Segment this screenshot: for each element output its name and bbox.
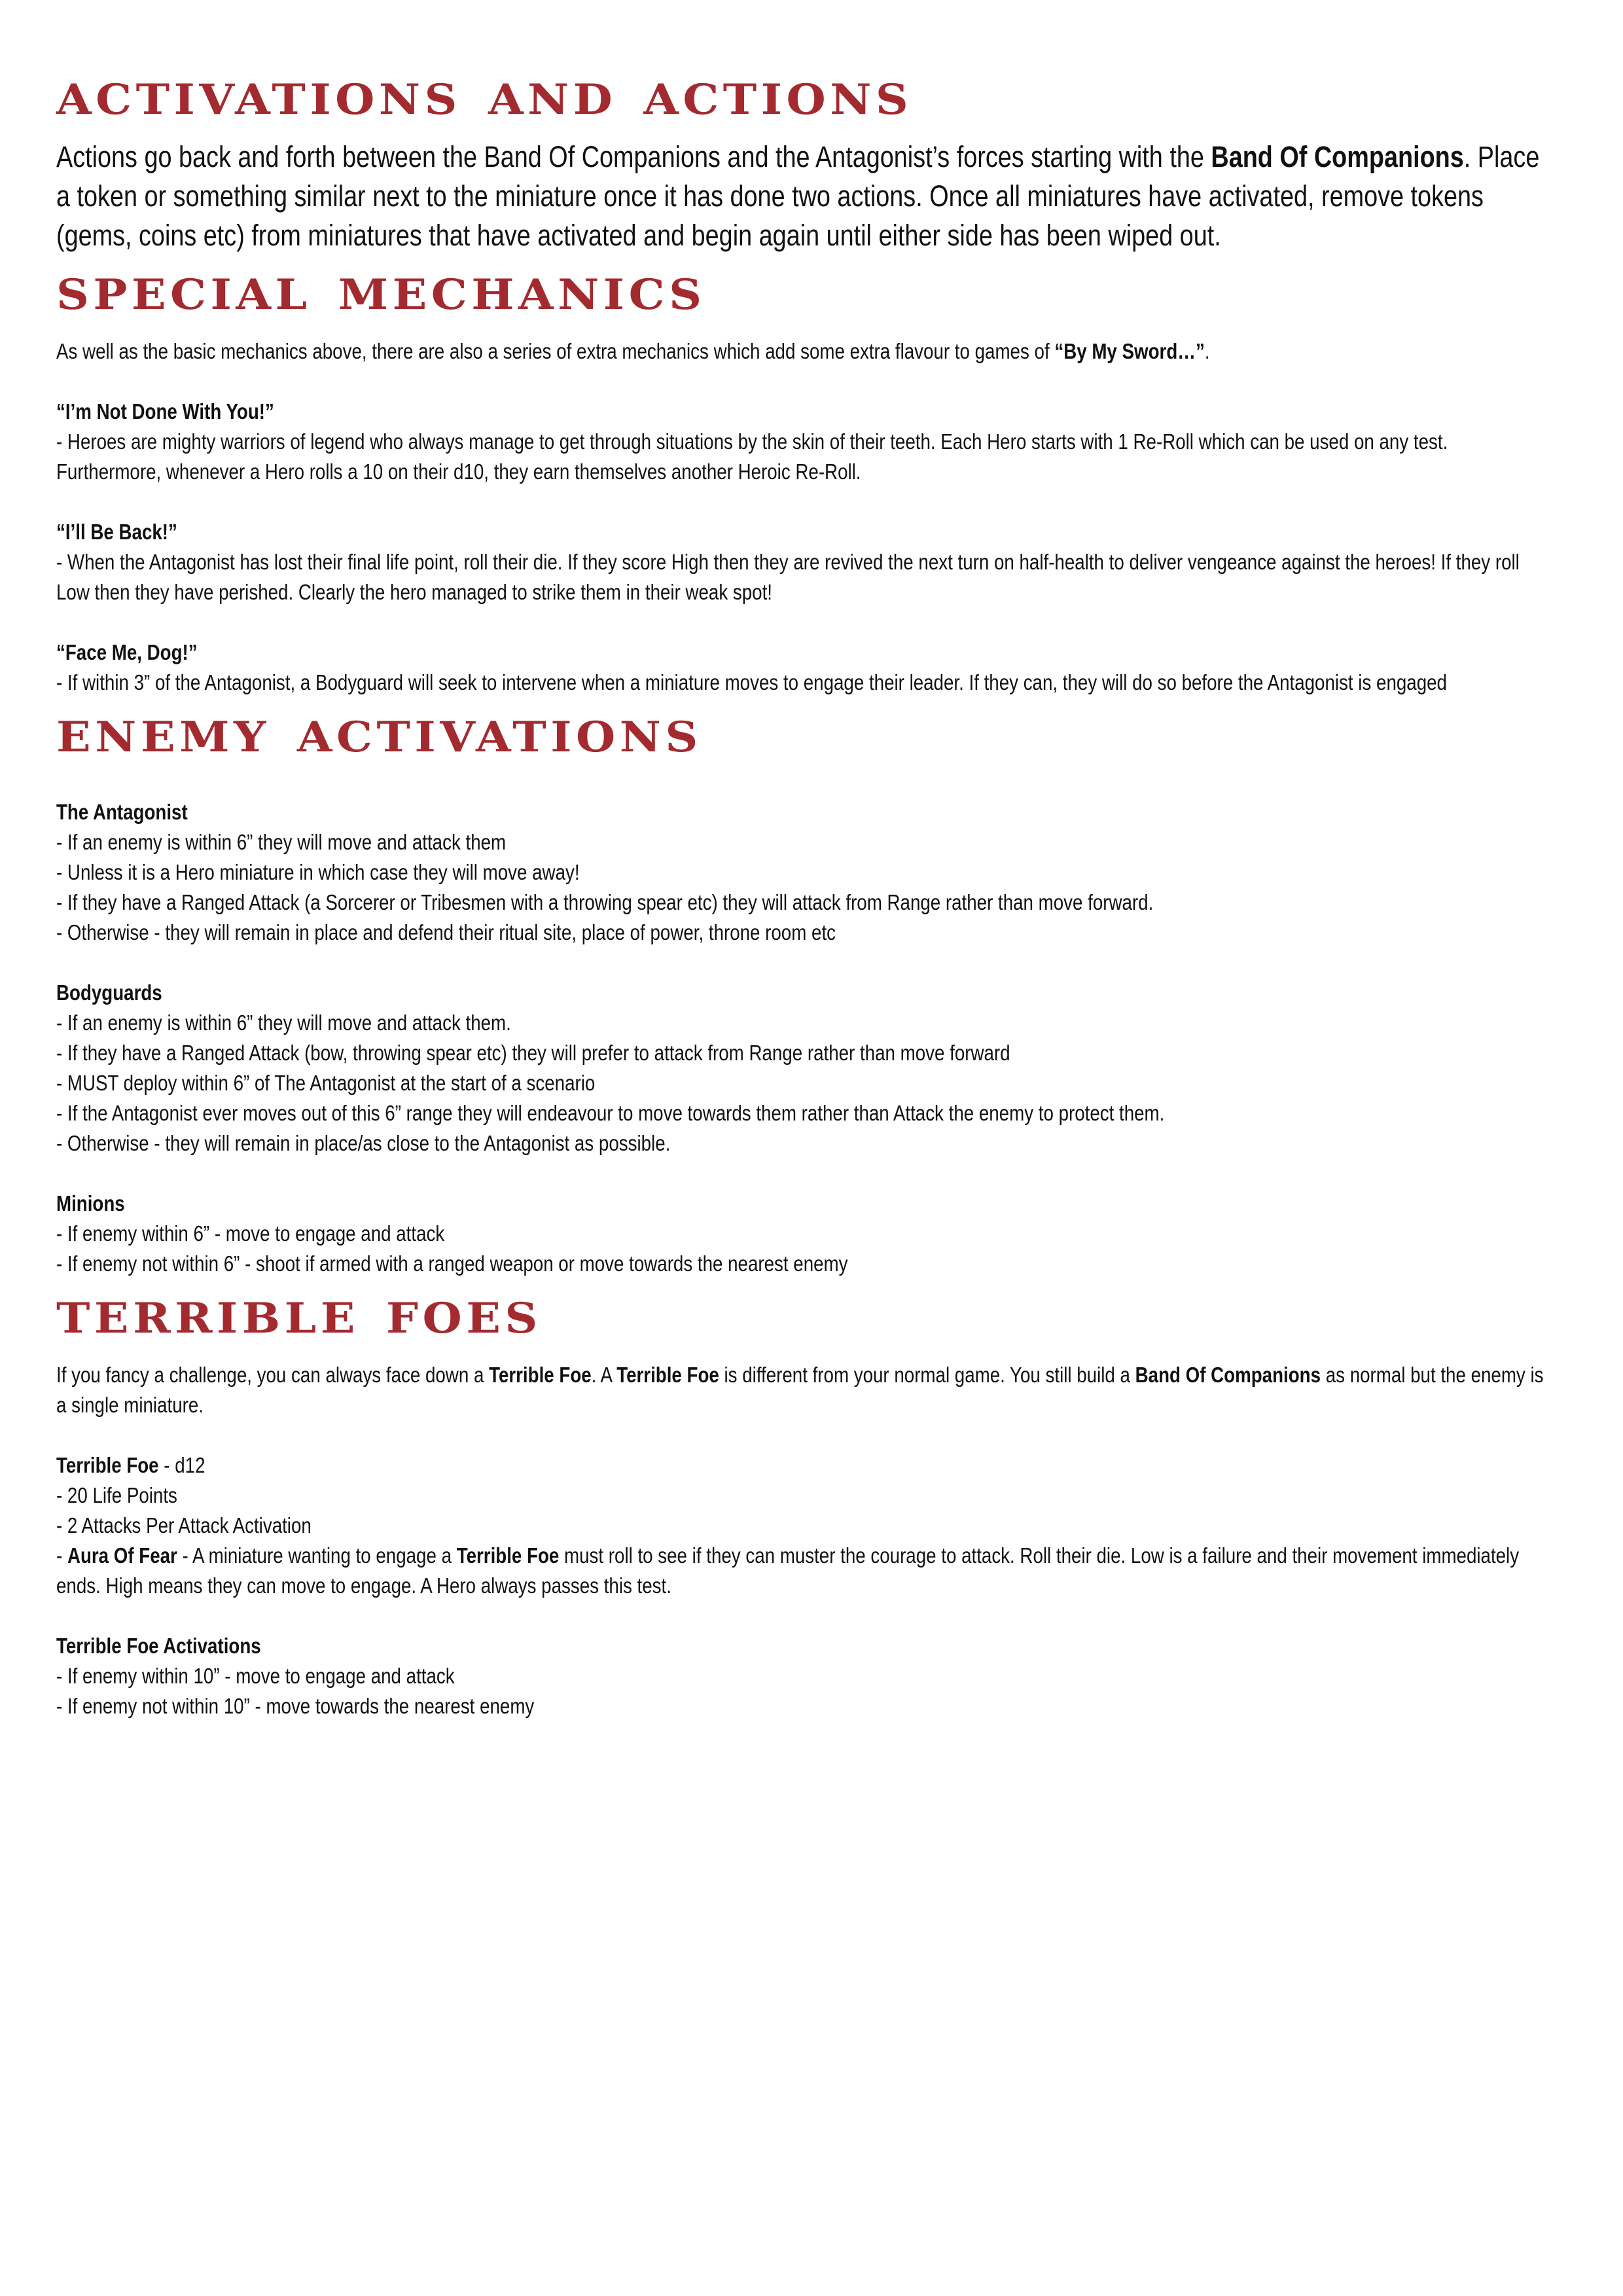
list-item: - If they have a Ranged Attack (bow, throwing spear etc) they will prefer to attack from Range rather than move forward (56, 1041, 1010, 1065)
enemy-group-bodyguards (56, 978, 1557, 1158)
list-item: - If enemy not within 6” - shoot if armed with a ranged weapon or move towards the nearest enemy (56, 1251, 848, 1276)
enemy-group-heading: Minions (56, 1191, 125, 1215)
heading-special-mechanics: special mechanics (56, 253, 706, 323)
stats-die: - d12 (158, 1453, 205, 1477)
list-item: - If enemy within 10” - move to engage and attack (56, 1664, 455, 1688)
heading-terrible-foes: terrible foes (56, 1276, 542, 1347)
list-item: - If enemy within 6” - move to engage and attack (56, 1221, 445, 1246)
aura-bold-terrible-foe: Terrible Foe (456, 1543, 560, 1568)
mechanic-text: - Heroes are mighty warriors of legend who always manage to get through situations by the skin of their teeth. Each Hero starts with 1 Re-Roll which can be used on any test. Furthermore, whenever a Hero rolls a 10 on their d10, they earn themselves another Heroic Re-Roll. (56, 429, 1448, 484)
terrible-foe-activations (56, 1631, 1557, 1721)
foes-intro-bold: Terrible Foe (489, 1363, 592, 1387)
special-mechanics-body (56, 336, 1557, 698)
list-item: - 2 Attacks Per Attack Activation (56, 1513, 312, 1537)
mechanic-face-me (56, 637, 1557, 698)
enemy-group-heading: The Antagonist (56, 800, 188, 824)
enemy-group-antagonist (56, 797, 1557, 948)
terrible-foe-stats (56, 1450, 1557, 1601)
special-intro-bold: “By My Sword…” (1054, 339, 1205, 363)
mechanic-heading: “I’ll Be Back!” (56, 520, 177, 544)
list-item: - MUST deploy within 6” of The Antagonist at the start of a scenario (56, 1071, 596, 1095)
aura-prefix: - (56, 1543, 67, 1568)
mechanic-heading: “Face Me, Dog!” (56, 640, 198, 664)
aura-of-fear-item (56, 1541, 1557, 1601)
stats-heading: Terrible Foe (56, 1453, 159, 1477)
activations-intro (56, 137, 1557, 255)
special-intro-text-2: . (1204, 339, 1210, 363)
enemy-group-minions (56, 1189, 1557, 1279)
mechanic-heading: “I’m Not Done With You!” (56, 399, 274, 423)
list-item: - If they have a Ranged Attack (a Sorcerer or Tribesmen with a throwing spear etc) they will attack from Range rather than move forward. (56, 890, 1154, 914)
foes-intro-bold: Band Of Companions (1135, 1363, 1321, 1387)
list-item: - If enemy not within 10” - move towards the nearest enemy (56, 1694, 535, 1718)
activations-intro-text-2: . Place a token or something similar next to the miniature once it has done two actions. Once all miniatures have activated, remove tokens (gems, coins etc) from miniatures that have activated and begin again until either side has been wiped out. (56, 140, 1540, 252)
list-item: - Otherwise - they will remain in place and defend their ritual site, place of power, throne room etc (56, 920, 836, 944)
special-intro (56, 336, 1557, 367)
aura-text: - A miniature wanting to engage a (177, 1543, 457, 1568)
heading-activations-and-actions: activations and actions (56, 58, 913, 128)
foes-intro (56, 1360, 1557, 1420)
list-item: - Unless it is a Hero miniature in which case they will move away! (56, 860, 580, 884)
aura-of-fear-label: Aura Of Fear (67, 1543, 177, 1568)
activations-intro-bold: Band Of Companions (1211, 140, 1464, 173)
rules-page (56, 60, 1561, 1721)
mechanic-text: - If within 3” of the Antagonist, a Bodyguard will seek to intervene when a miniature moves to engage their leader. If they can, they will do so before the Antagonist is engaged (56, 670, 1447, 694)
special-intro-text-1: As well as the basic mechanics above, there are also a series of extra mechanics which add some extra flavour to games of (56, 339, 1055, 363)
list-item: - Otherwise - they will remain in place/as close to the Antagonist as possible. (56, 1131, 671, 1155)
foes-intro-text: as normal but the enemy is a single miniature. (56, 1363, 1544, 1417)
enemy-group-heading: Bodyguards (56, 980, 162, 1005)
foes-intro-text: is different from your normal game. You still build a (719, 1363, 1135, 1387)
list-item: - If the Antagonist ever moves out of this 6” range they will endeavour to move towards them rather than Attack the enemy to protect them. (56, 1101, 1165, 1125)
foes-intro-text: If you fancy a challenge, you can always face down a (56, 1363, 490, 1387)
mechanic-be-back (56, 517, 1557, 607)
activations-intro-text-1: Actions go back and forth between the Band Of Companions and the Antagonist’s forces starting with the (56, 140, 1211, 173)
stats-heading-line (56, 1450, 1557, 1480)
list-item: - 20 Life Points (56, 1483, 177, 1507)
mechanic-text: - When the Antagonist has lost their final life point, roll their die. If they score High then they are revived the next turn on half-health to deliver vengeance against the heroes! If they roll Low then they have perished. Clearly the hero managed to strike them in their weak spot! (56, 550, 1520, 604)
activations-heading: Terrible Foe Activations (56, 1634, 261, 1658)
aura-text: must roll to see if they can muster the courage to attack. Roll their die. Low is a failure and their movement immediately ends. High means they can move to engage. A Hero always passes this test. (56, 1543, 1520, 1598)
enemy-activations-body (56, 797, 1557, 1279)
foes-intro-bold: Terrible Foe (616, 1363, 719, 1387)
list-item: - If an enemy is within 6” they will move and attack them (56, 830, 507, 854)
foes-intro-text: . A (591, 1363, 617, 1387)
heading-enemy-activations: enemy activations (56, 695, 702, 766)
terrible-foes-body (56, 1360, 1557, 1721)
list-item: - If an enemy is within 6” they will move and attack them. (56, 1011, 511, 1035)
mechanic-not-done (56, 397, 1557, 487)
